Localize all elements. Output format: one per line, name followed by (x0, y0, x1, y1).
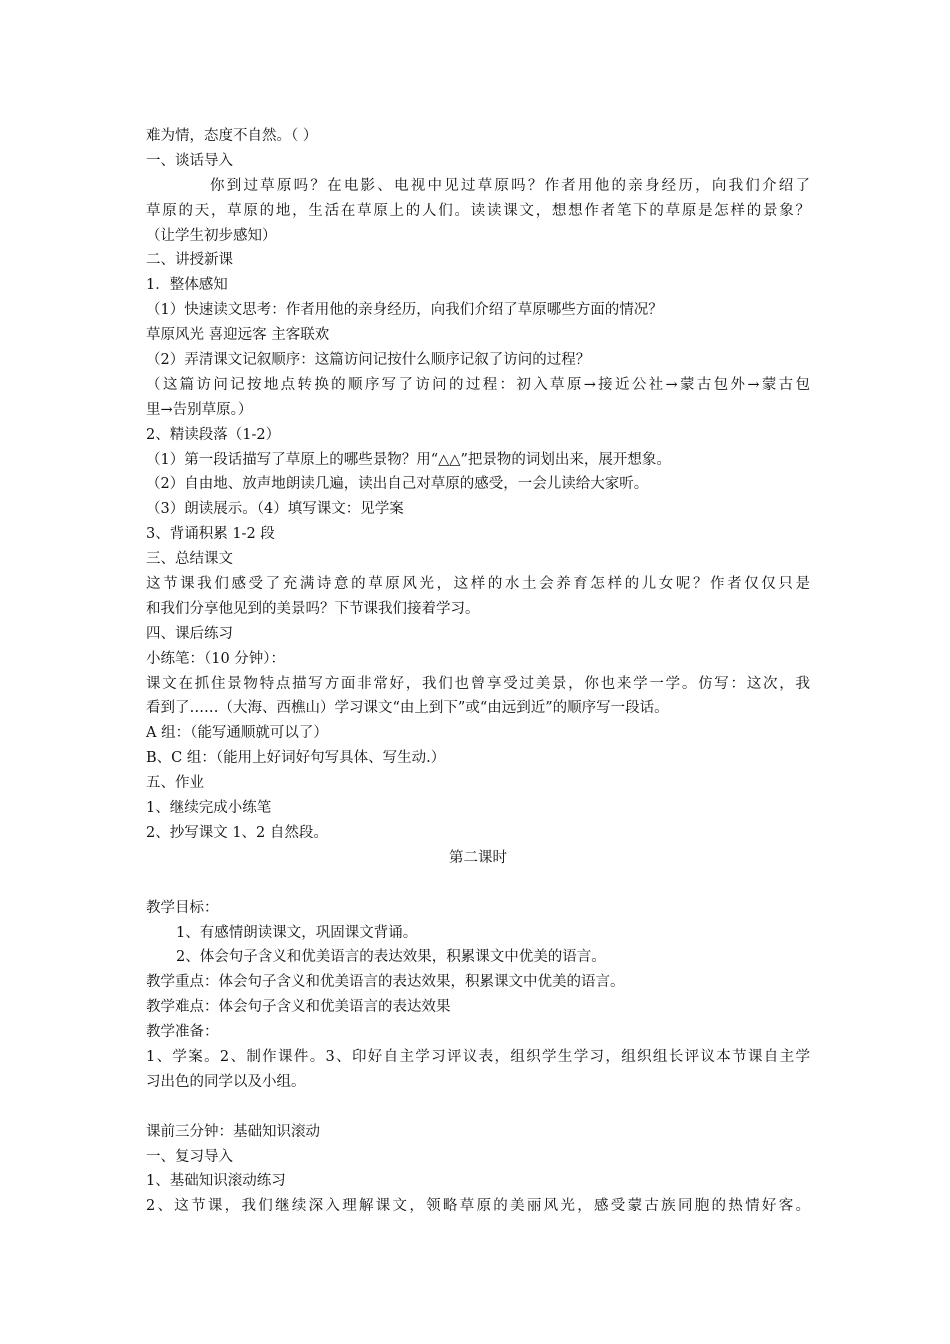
text-line: 课文在抓住景物特点描写方面非常好，我们也曾享受过美景，你也来学一学。仿写：这次，我 (146, 675, 810, 692)
text-line: （1）第一段话描写了草原上的哪些景物？用“△△”把景物的词划出来，展开想象。 (146, 451, 671, 468)
text-line: 五、作业 (146, 775, 204, 792)
text-line: （2）自由地、放声地朗读几遍，读出自己对草原的感受，一会儿读给大家听。 (146, 476, 649, 493)
text-line: 3、背诵积累 1-2 段 (146, 526, 275, 543)
text-line: 2、抄写课文 1、2 自然段。 (146, 824, 328, 841)
text-line: 难为情，态度不自然。（ ） (146, 128, 318, 144)
text-line: 草原风光 喜迎远客 主客联欢 (146, 327, 330, 344)
text-line: 教学准备： (146, 1024, 219, 1041)
text-line: 1、继续完成小练笔 (146, 800, 272, 817)
document-body (146, 124, 810, 1219)
text-line: 一、谈话导入 (146, 152, 233, 169)
text-line: 和我们分享他见到的美景吗？下节课我们接着学习。 (146, 600, 480, 617)
text-line: 里→告别草原。） (146, 401, 253, 418)
text-line: 课前三分钟：基础知识滚动 (146, 1123, 320, 1140)
text-line: 2、这节课，我们继续深入理解课文，领略草原的美丽风光，感受蒙古族同胞的热情好客。 (146, 1198, 810, 1215)
text-line: （这篇访问记按地点转换的顺序写了访问的过程：初入草原→接近公社→蒙古包外→蒙古包 (146, 376, 810, 393)
text-line: 2、精读段落（1-2） (146, 426, 281, 443)
text-line: B、C 组：（能用上好词好句写具体、写生动.） (146, 750, 446, 767)
text-line: 教学难点：体会句子含义和优美语言的表达效果 (146, 999, 451, 1016)
text-line: 习出色的同学以及小组。 (146, 1073, 306, 1090)
text-line: 1、学案。2、制作课件。3、印好自主学习评议表，组织学生学习，组织组长评议本节课自主学 (146, 1048, 810, 1065)
text-line: （让学生初步感知） (146, 227, 277, 244)
text-line: A 组：（能写通顺就可以了） (146, 725, 328, 742)
text-line: 1．整体感知 (146, 277, 228, 294)
text-line: 小练笔：（10 分钟）： (146, 650, 286, 667)
text-line: 你到过草原吗？在电影、电视中见过草原吗？作者用他的亲身经历，向我们介绍了 (210, 177, 810, 194)
text-line: 二、讲授新课 (146, 252, 233, 269)
text-line: 三、总结课文 (146, 551, 233, 568)
text-line: （3）朗读展示。（4）填写课文：见学案 (146, 501, 404, 518)
text-line: 这节课我们感受了充满诗意的草原风光，这样的水土会养育怎样的儿女呢？作者仅仅只是 (146, 576, 810, 593)
text-line: 2、体会句子含义和优美语言的表达效果，积累课文中优美的语言。 (176, 949, 606, 966)
text-line: 看到了……（大海、西樵山）学习课文“由上到下”或“由远到近”的顺序写一段话。 (146, 700, 669, 717)
text-line: 1、有感情朗读课文，巩固课文背诵。 (176, 924, 418, 941)
text-line: 四、课后练习 (146, 625, 233, 642)
blank-line (146, 1095, 810, 1120)
text-line: 一、复习导入 (146, 1148, 233, 1165)
blank-line (146, 871, 810, 896)
text-line: 教学目标： (146, 899, 219, 916)
section-heading: 第二课时 (449, 849, 507, 866)
text-line: （2）弄清课文记叙顺序：这篇访问记按什么顺序记叙了访问的过程？ (146, 352, 591, 369)
text-line: 草原的天，草原的地，生活在草原上的人们。读读课文，想想作者笔下的草原是怎样的景象？ (146, 202, 810, 219)
text-line: 教学重点：体会句子含义和优美语言的表达效果，积累课文中优美的语言。 (146, 974, 625, 991)
text-line: 1、基础知识滚动练习 (146, 1173, 286, 1190)
text-line: （1）快速读文思考：作者用他的亲身经历，向我们介绍了草原哪些方面的情况？ (146, 302, 663, 319)
